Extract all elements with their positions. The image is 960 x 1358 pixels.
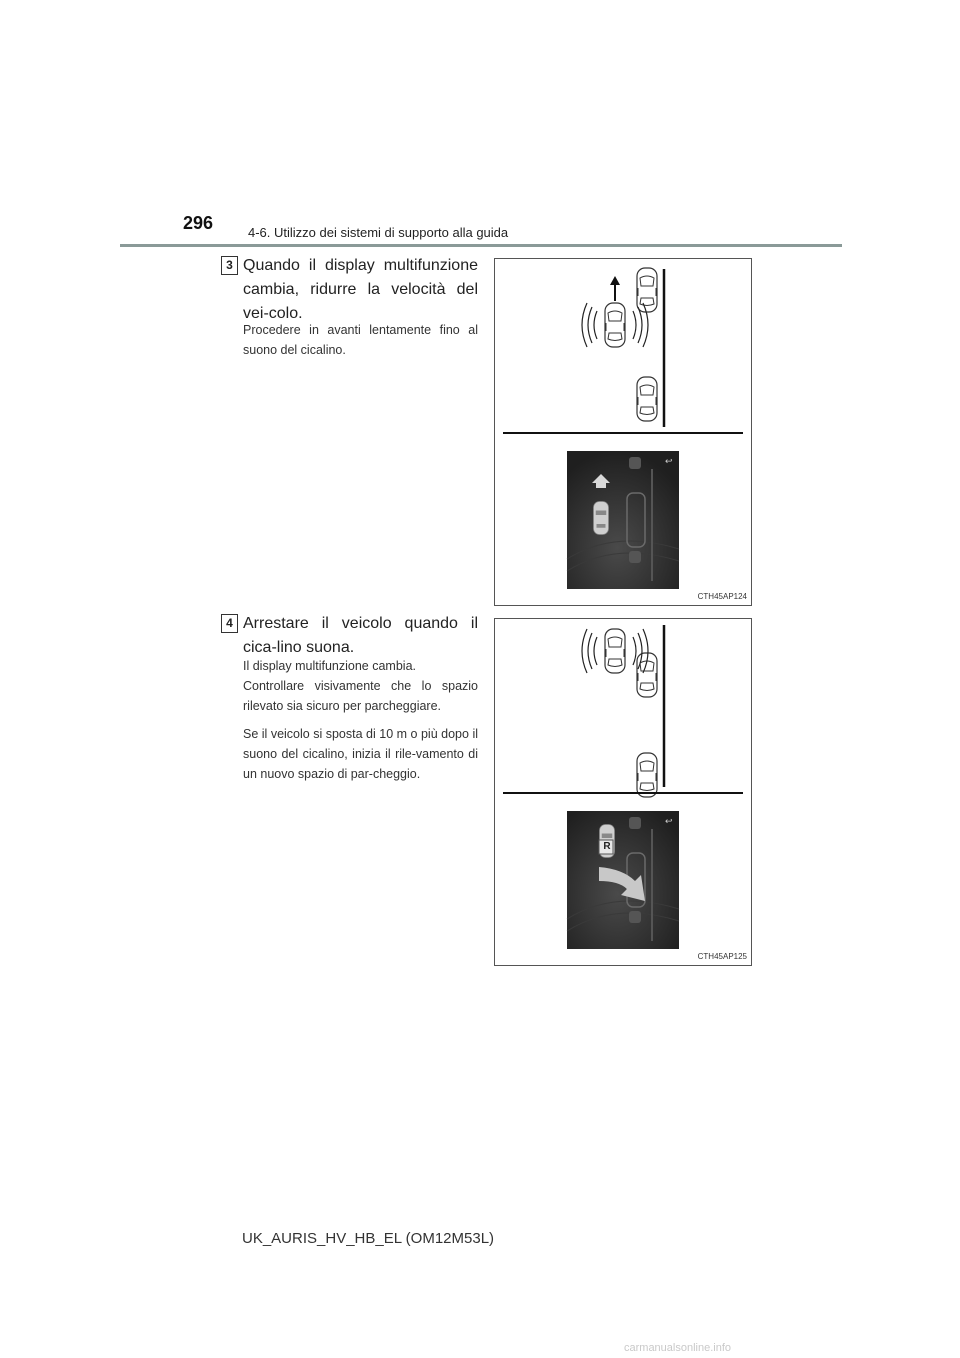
watermark: carmanualsonline.info — [624, 1342, 732, 1354]
model-code: UK_AURIS_HV_HB_EL (OM12M53L) — [242, 1230, 495, 1247]
header-divider — [120, 244, 842, 247]
step-badge-3: 3 — [221, 256, 238, 275]
gear-r-label: R — [603, 841, 611, 852]
figure-code-4: CTH45AP125 — [697, 952, 747, 961]
svg-text:↩: ↩ — [665, 817, 673, 827]
step-3-body — [243, 320, 478, 368]
step-4-paragraph-3: Se il veicolo si sposta di 10 m o più dopo il suono del cicalino, inizia il rile-vamento di un nuovo spazio di par-cheggio. — [243, 727, 478, 781]
figure-step-4-illustration — [495, 619, 751, 965]
figure-step-3 — [494, 258, 752, 606]
figure-step-3-illustration — [495, 259, 751, 605]
page-number: 296 — [183, 213, 214, 233]
step-4-paragraph-1: Il display multifunzione cambia. — [243, 659, 416, 673]
step-4-body — [243, 656, 478, 792]
step-badge-4: 4 — [221, 614, 238, 633]
figure-step-4 — [494, 618, 752, 966]
step-4-paragraph-2: Controllare visivamente che lo spazio rilevato sia sicuro per parcheggiare. — [243, 679, 478, 713]
section-title: 4-6. Utilizzo dei sistemi di supporto alla guida — [248, 225, 509, 240]
step-4-title: Arrestare il veicolo quando il cica-lino suona. — [243, 615, 478, 656]
step-3-paragraph: Procedere in avanti lentamente fino al suono del cicalino. — [243, 323, 478, 357]
step-3-title: Quando il display multifunzione cambia, ridurre la velocità del vei-colo. — [243, 257, 478, 322]
figure-code-3: CTH45AP124 — [697, 592, 747, 601]
svg-text:↩: ↩ — [665, 457, 673, 467]
